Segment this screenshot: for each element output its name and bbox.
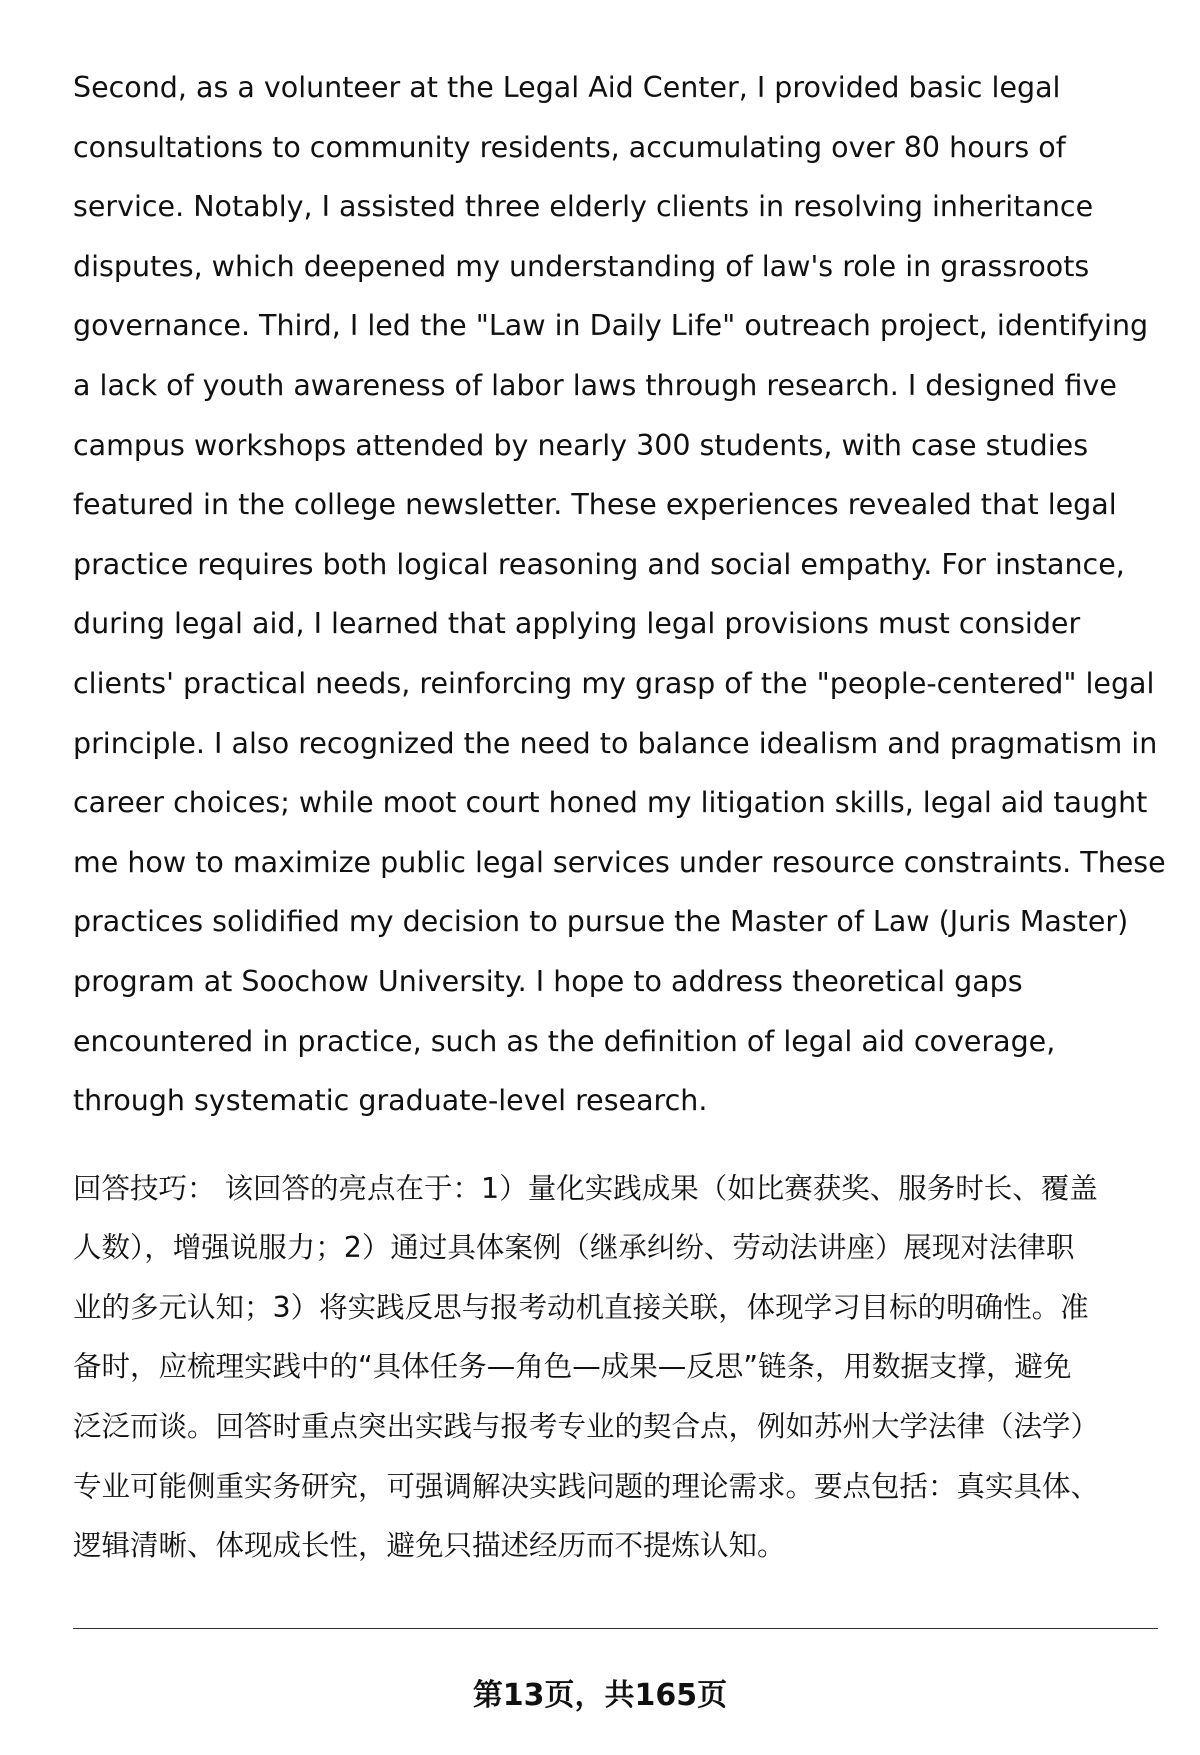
tips-line: 备时，应梳理实践中的“具体任务—角色—成果—反思”链条，用数据支撑，避免 <box>73 1350 1072 1384</box>
page-content <box>73 58 1166 1576</box>
paragraph-line: a lack of youth awareness of labor laws through research. I designed five <box>73 368 1117 402</box>
tips-line: 业的多元认知；3）将实践反思与报考动机直接关联，体现学习目标的明确性。准 <box>73 1290 1089 1324</box>
page-number: 第13页，共165页 <box>472 1678 728 1713</box>
paragraph-line: clients' practical needs, reinforcing my grasp of the "people-centered" legal <box>73 666 1155 700</box>
paragraph-line: service. Notably, I assisted three elderly clients in resolving inheritance <box>73 190 1094 224</box>
paragraph-line: through systematic graduate-level research. <box>73 1084 708 1118</box>
paragraph-line: career choices; while moot court honed my litigation skills, legal aid taught <box>73 786 1148 820</box>
footer-divider <box>73 1628 1158 1629</box>
paragraph-line: Second, as a volunteer at the Legal Aid Center, I provided basic legal <box>73 71 1061 104</box>
paragraph-line: governance. Third, I led the "Law in Daily Life" outreach project, identifying <box>73 309 1149 343</box>
tips-line: 逻辑清晰、体现成长性，避免只描述经历而不提炼认知。 <box>73 1529 786 1563</box>
paragraph-line: campus workshops attended by nearly 300 students, with case studies <box>73 428 1089 462</box>
paragraph-line: encountered in practice, such as the definition of legal aid coverage, <box>73 1024 1056 1058</box>
tips-line: 人数），增强说服力；2）通过具体案例（继承纠纷、劳动法讲座）展现对法律职 <box>73 1231 1075 1265</box>
paragraph-line: during legal aid, I learned that applying legal provisions must consider <box>73 607 1081 641</box>
tips-line: 回答技巧： 该回答的亮点在于：1）量化实践成果（如比赛获奖、服务时长、覆盖 <box>73 1171 1098 1205</box>
tips-line: 专业可能侧重实务研究，可强调解决实践问题的理论需求。要点包括：真实具体、 <box>73 1469 1100 1503</box>
paragraph-line: me how to maximize public legal services under resource constraints. These <box>73 845 1166 879</box>
paragraph-line: consultations to community residents, accumulating over 80 hours of <box>73 130 1066 164</box>
paragraph-line: practices solidified my decision to pursue the Master of Law (Juris Master) <box>73 905 1129 939</box>
paragraph-line: principle. I also recognized the need to balance idealism and pragmatism in <box>73 726 1158 760</box>
answer-paragraph <box>73 58 1166 1131</box>
paragraph-line: program at Soochow University. I hope to address theoretical gaps <box>73 964 1023 998</box>
paragraph-line: practice requires both logical reasoning and social empathy. For instance, <box>73 547 1125 581</box>
paragraph-line: featured in the college newsletter. These experiences revealed that legal <box>73 488 1117 522</box>
paragraph-line: disputes, which deepened my understanding of law's role in grassroots <box>73 249 1090 283</box>
answer-tips <box>73 1159 1163 1576</box>
tips-line: 泛泛而谈。回答时重点突出实践与报考专业的契合点，例如苏州大学法律（法学） <box>73 1410 1100 1444</box>
